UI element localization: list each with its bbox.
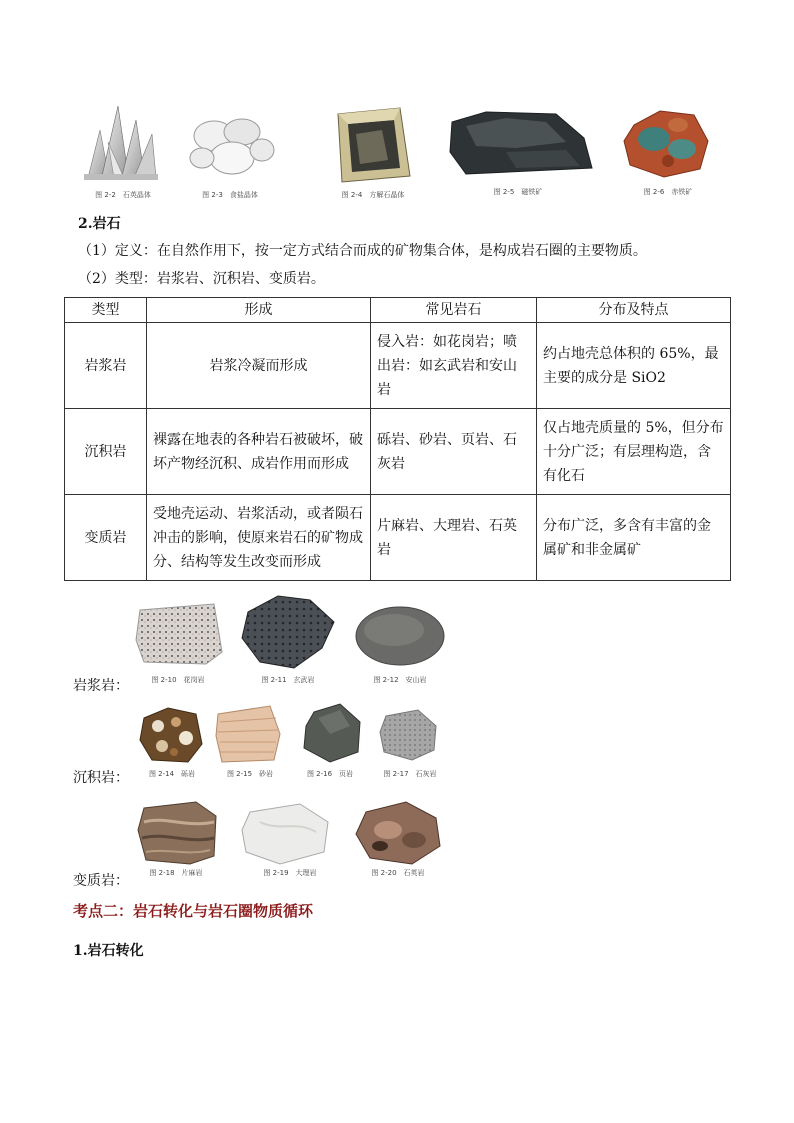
- caption-limestone: 图 2-17 石灰岩: [383, 770, 437, 778]
- magnetite-image: [446, 108, 596, 178]
- table-header: 形成: [147, 298, 371, 323]
- figure-marble: [240, 802, 332, 870]
- table-header-row: [65, 298, 731, 323]
- granite-image: [134, 600, 224, 668]
- table-row: [65, 323, 731, 409]
- section-heading-rock: 2.岩石: [78, 216, 121, 232]
- calcite-crystal-image: [330, 104, 416, 184]
- caption-shale: 图 2-16 页岩: [306, 770, 354, 778]
- figure-magnetite: [446, 108, 596, 182]
- caption-granite: 图 2-10 花岗岩: [151, 676, 205, 684]
- table-cell: 砾岩、砂岩、页岩、石灰岩: [371, 409, 537, 495]
- rock-definition: （1）定义：在自然作用下，按一定方式结合而成的矿物集合体，是构成岩石圈的主要物质。: [78, 243, 647, 259]
- table-header: 常见岩石: [371, 298, 537, 323]
- table-cell: 侵入岩：如花岗岩；喷出岩：如玄武岩和安山岩: [371, 323, 537, 409]
- table-header: 类型: [65, 298, 147, 323]
- sandstone-image: [214, 704, 284, 764]
- section-heading-point2: 考点二：岩石转化与岩石圈物质循环: [73, 902, 314, 920]
- table-header: 分布及特点: [537, 298, 731, 323]
- table-cell: 裸露在地表的各种岩石被破坏，破坏产物经沉积、成岩作用而形成: [147, 409, 371, 495]
- caption-gneiss: 图 2-18 片麻岩: [149, 869, 203, 877]
- caption-quartz: 图 2-2 石英晶体: [95, 191, 151, 199]
- rock-types-table: [64, 297, 731, 581]
- caption-andesite: 图 2-12 安山岩: [373, 676, 427, 684]
- rock-group-label: 岩浆岩：: [73, 678, 129, 694]
- caption-conglomerate: 图 2-14 砾岩: [148, 770, 196, 778]
- figure-shale: [300, 702, 366, 768]
- andesite-image: [354, 604, 446, 668]
- table-cell: 沉积岩: [65, 409, 147, 495]
- figure-limestone: [378, 708, 440, 766]
- quartzite-image: [354, 800, 442, 866]
- figure-quartzite: [354, 800, 442, 870]
- gneiss-image: [136, 800, 220, 866]
- figure-conglomerate: [138, 706, 204, 768]
- caption-sandstone: 图 2-15 砂岩: [226, 770, 274, 778]
- rock-types: （2）类型：岩浆岩、沉积岩、变质岩。: [78, 271, 325, 287]
- table-cell: 仅占地壳质量的 5%，但分布十分广泛；有层理构造，含有化石: [537, 409, 731, 495]
- rock-group-label: 变质岩：: [73, 873, 129, 889]
- halite-crystal-image: [184, 110, 276, 180]
- subsection-heading-rock-transformation: 1.岩石转化: [73, 943, 144, 959]
- caption-magnetite: 图 2-5 磁铁矿: [493, 188, 543, 196]
- marble-image: [240, 802, 332, 866]
- table-cell: 片麻岩、大理岩、石英岩: [371, 495, 537, 581]
- figure-gneiss: [136, 800, 220, 870]
- table-cell: 岩浆岩: [65, 323, 147, 409]
- table-cell: 受地壳运动、岩浆活动，或者陨石冲击的影响，使原来岩石的矿物成分、结构等发生改变而形成: [147, 495, 371, 581]
- figure-calcite: [330, 104, 416, 188]
- caption-calcite: 图 2-4 方解石晶体: [341, 191, 405, 199]
- shale-image: [300, 702, 366, 764]
- figure-halite: [184, 110, 276, 184]
- figure-basalt: [238, 592, 338, 676]
- hematite-image: [620, 105, 712, 181]
- basalt-image: [238, 592, 338, 672]
- rock-group-label: 沉积岩：: [73, 770, 129, 786]
- table-cell: 岩浆冷凝而形成: [147, 323, 371, 409]
- figure-granite: [134, 600, 224, 672]
- caption-marble: 图 2-19 大理岩: [263, 869, 317, 877]
- figure-hematite: [620, 105, 712, 185]
- table-row: [65, 409, 731, 495]
- table-cell: 分布广泛，多含有丰富的金属矿和非金属矿: [537, 495, 731, 581]
- caption-halite: 图 2-3 食盐晶体: [202, 191, 258, 199]
- figure-andesite: [354, 604, 446, 672]
- figure-sandstone: [214, 704, 284, 768]
- caption-basalt: 图 2-11 玄武岩: [261, 676, 315, 684]
- quartz-crystal-image: [78, 100, 160, 182]
- table-cell: 约占地壳总体积的 65%，最主要的成分是 SiO2: [537, 323, 731, 409]
- caption-hematite: 图 2-6 赤铁矿: [643, 188, 693, 196]
- caption-quartzite: 图 2-20 石英岩: [371, 869, 425, 877]
- limestone-image: [378, 708, 440, 762]
- conglomerate-image: [138, 706, 204, 764]
- table-row: [65, 495, 731, 581]
- table-cell: 变质岩: [65, 495, 147, 581]
- figure-quartz: [78, 100, 160, 186]
